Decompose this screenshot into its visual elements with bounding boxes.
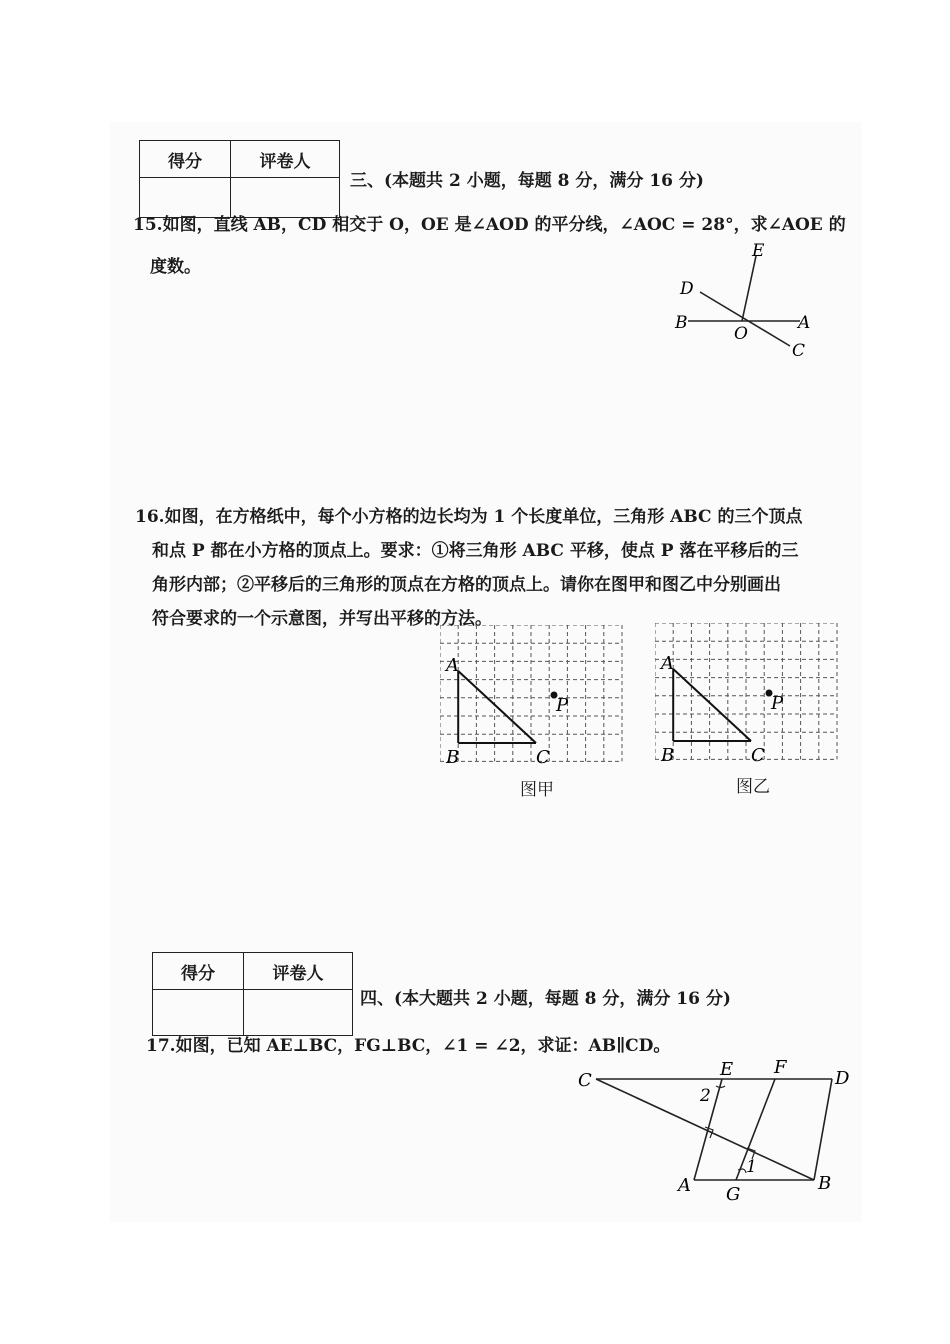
label-B: B: [675, 313, 688, 333]
label-A: A: [661, 653, 674, 674]
caption-left: 图甲: [520, 780, 554, 800]
label-B: B: [446, 747, 460, 768]
section3-header: 三、(本题共 2 小题，每题 8 分，满分 16 分): [350, 171, 704, 191]
label-F: F: [774, 1057, 787, 1078]
label-E: E: [720, 1059, 734, 1080]
q17-line1: 17.如图，已知 AE⊥BC，FG⊥BC，∠1 = ∠2，求证：AB∥CD。: [146, 1036, 671, 1056]
label-D: D: [680, 279, 694, 299]
label-A: A: [678, 1175, 691, 1196]
score-header: 得分: [140, 141, 231, 178]
grader-header: 评卷人: [231, 141, 340, 178]
label-C: C: [792, 341, 806, 361]
q16-line2: 和点 P 都在小方格的顶点上。要求：①将三角形 ABC 平移，使点 P 落在平移后的三: [152, 541, 799, 561]
section4-header: 四、(本大题共 2 小题，每题 8 分，满分 16 分): [360, 989, 731, 1009]
grader-header: 评卷人: [244, 953, 353, 990]
label-angle-1: 1: [746, 1157, 757, 1177]
score-table-section4: [152, 952, 353, 1036]
q15-line2: 度数。: [150, 257, 201, 277]
score-header: 得分: [153, 953, 244, 990]
label-C: C: [536, 747, 550, 768]
label-C: C: [751, 745, 765, 766]
label-B: B: [818, 1173, 832, 1194]
q16-line3: 角形内部；②平移后的三角形的顶点在方格的顶点上。请你在图甲和图乙中分别画出: [152, 575, 781, 595]
grid-figure-left[interactable]: [440, 625, 632, 770]
q15-figure: [660, 238, 820, 368]
label-P: P: [556, 695, 569, 716]
q16-line4: 符合要求的一个示意图，并写出平移的方法。: [152, 609, 492, 629]
grid-figure-right[interactable]: [655, 623, 847, 768]
q16-line1: 16.如图，在方格纸中，每个小方格的边长均为 1 个长度单位，三角形 ABC 的三个顶点: [135, 507, 803, 527]
score-table-section3: [139, 140, 340, 218]
label-D: D: [835, 1068, 850, 1089]
label-A: A: [446, 655, 459, 676]
q15-line1: 15.如图，直线 AB，CD 相交于 O，OE 是∠AOD 的平分线，∠AOC = 28°，求∠AOE 的: [133, 215, 846, 235]
label-O: O: [734, 324, 748, 344]
label-A: A: [798, 313, 811, 333]
caption-right: 图乙: [736, 777, 770, 797]
label-B: B: [661, 745, 675, 766]
label-P: P: [771, 693, 784, 714]
label-E: E: [752, 241, 765, 261]
q17-figure: [570, 1055, 860, 1205]
label-C: C: [578, 1070, 592, 1091]
label-G: G: [726, 1184, 741, 1205]
label-angle-2: 2: [700, 1086, 711, 1106]
